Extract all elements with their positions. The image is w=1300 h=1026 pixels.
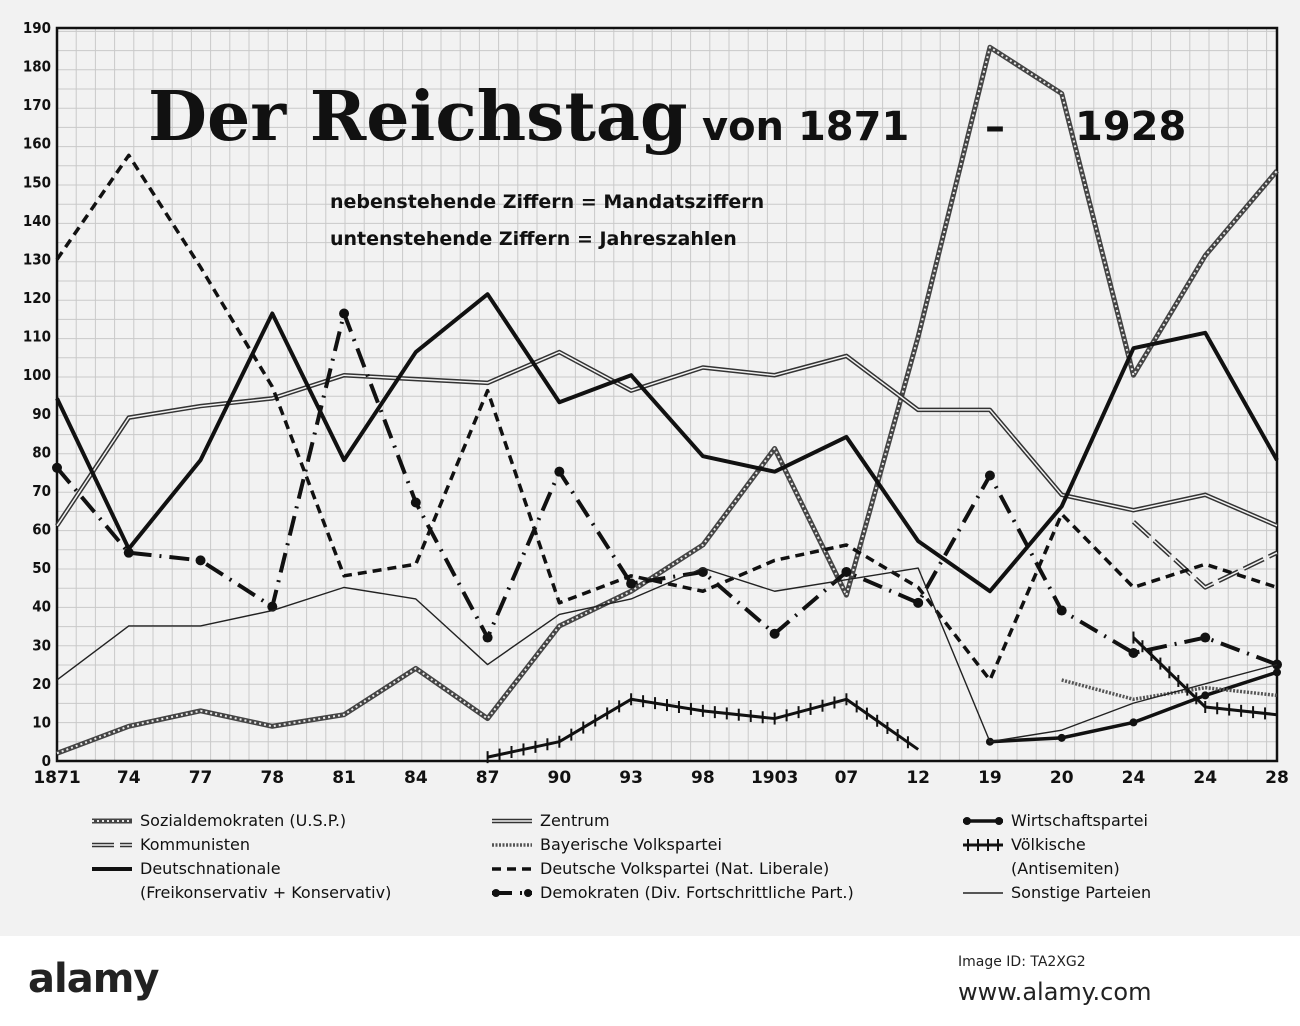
legend-label: Wirtschaftspartei [1011,811,1148,830]
series-line-2 [986,668,1281,745]
series-path [990,672,1277,741]
data-point [124,548,134,558]
data-point [1200,633,1210,643]
y-tick-label: 0 [41,752,51,770]
chart-subtitle-year: 1928 [1075,104,1187,150]
x-tick-label: 98 [691,768,715,788]
legend-label: Zentrum [540,811,610,830]
x-tick-label: 12 [906,768,931,788]
y-tick-label: 120 [22,289,51,308]
data-point [841,567,851,577]
x-tick-label: 19 [978,768,1002,788]
site-url[interactable]: www.alamy.com [958,978,1152,1006]
x-tick-label: 28 [1265,768,1289,788]
legend-swatch-dot [492,889,500,897]
x-tick-label: 24 [1121,768,1146,788]
data-point [339,308,349,318]
chart-note-mandates: nebenstehende Ziffern = Mandatsziffern [330,191,765,213]
series-line-8 [52,308,1282,669]
y-tick-label: 10 [32,713,51,732]
x-tick-label: 24 [1193,768,1218,788]
legend-label: (Antisemiten) [1011,859,1120,878]
legend-label: Kommunisten [140,835,250,854]
y-tick-label: 140 [22,211,51,230]
x-tick-label: 1903 [750,768,799,788]
y-axis-ticks [23,19,51,770]
x-tick-label: 87 [475,768,500,788]
y-tick-label: 160 [22,134,51,153]
series-path [1133,522,1277,588]
data-point [1057,606,1067,616]
x-tick-label: 81 [332,768,356,788]
x-tick-label: 90 [547,768,572,788]
y-tick-label: 70 [32,481,51,500]
y-tick-label: 40 [32,597,51,616]
data-point [1201,691,1209,699]
data-point [411,498,421,508]
legend-label: Sozialdemokraten (U.S.P.) [140,811,347,830]
legend-label: Deutsche Volkspartei (Nat. Liberale) [540,859,830,878]
chart-note-years: untenstehende Ziffern = Jahreszahlen [330,228,737,250]
brand-logo[interactable]: alamy [28,956,159,1002]
legend-swatch-dot [995,817,1003,825]
legend-label: (Freikonservativ + Konservativ) [140,883,392,902]
legend-label: Demokraten (Div. Fortschrittliche Part.) [540,883,854,902]
data-point [1058,734,1066,742]
y-tick-label: 170 [22,96,51,115]
y-tick-label: 20 [32,674,51,693]
y-tick-label: 190 [22,19,51,37]
chart-subtitle-dash: – [985,104,1005,150]
y-tick-label: 60 [32,520,51,539]
chart-title: Der Reichstag [148,77,688,157]
x-tick-label: 78 [260,768,285,788]
data-point [1129,718,1137,726]
legend-label: Sonstige Parteien [1011,883,1152,902]
x-tick-label: 77 [188,768,213,788]
legend-label: Bayerische Volkspartei [540,835,722,854]
y-tick-label: 150 [22,173,51,192]
x-tick-label: 07 [834,768,859,788]
legend-label: Deutschnationale [140,859,281,878]
series-line-3 [1133,522,1277,588]
data-point [626,579,636,589]
series-path [1133,522,1277,588]
y-tick-label: 90 [32,404,51,423]
x-tick-label: 74 [116,768,141,788]
data-point [913,598,923,608]
y-tick-label: 30 [32,636,51,655]
y-tick-label: 180 [22,57,51,76]
x-tick-label: 84 [403,768,428,788]
x-tick-label: 93 [619,768,643,788]
data-point [1128,648,1138,658]
data-point [196,555,206,565]
legend-label: Völkische [1011,835,1086,854]
y-tick-label: 100 [22,366,51,385]
stock-footer [0,936,1300,1026]
data-point [985,471,995,481]
x-tick-label: 1871 [33,768,81,788]
y-tick-label: 80 [32,443,51,462]
y-tick-label: 110 [22,327,51,346]
chart-title-block [148,77,1186,250]
legend-swatch-dot [524,889,532,897]
y-tick-label: 130 [22,250,51,269]
data-point [554,467,564,477]
data-point [770,629,780,639]
x-axis-ticks [33,768,1289,788]
legend [92,811,1151,902]
data-point [483,633,493,643]
legend-swatch-dot [963,817,971,825]
chart-subtitle-von: von 1871 [702,104,910,150]
y-tick-label: 50 [32,559,51,578]
x-tick-label: 20 [1049,768,1074,788]
data-point [52,463,62,473]
image-id-label: Image ID: TA2XG2 [958,954,1086,970]
